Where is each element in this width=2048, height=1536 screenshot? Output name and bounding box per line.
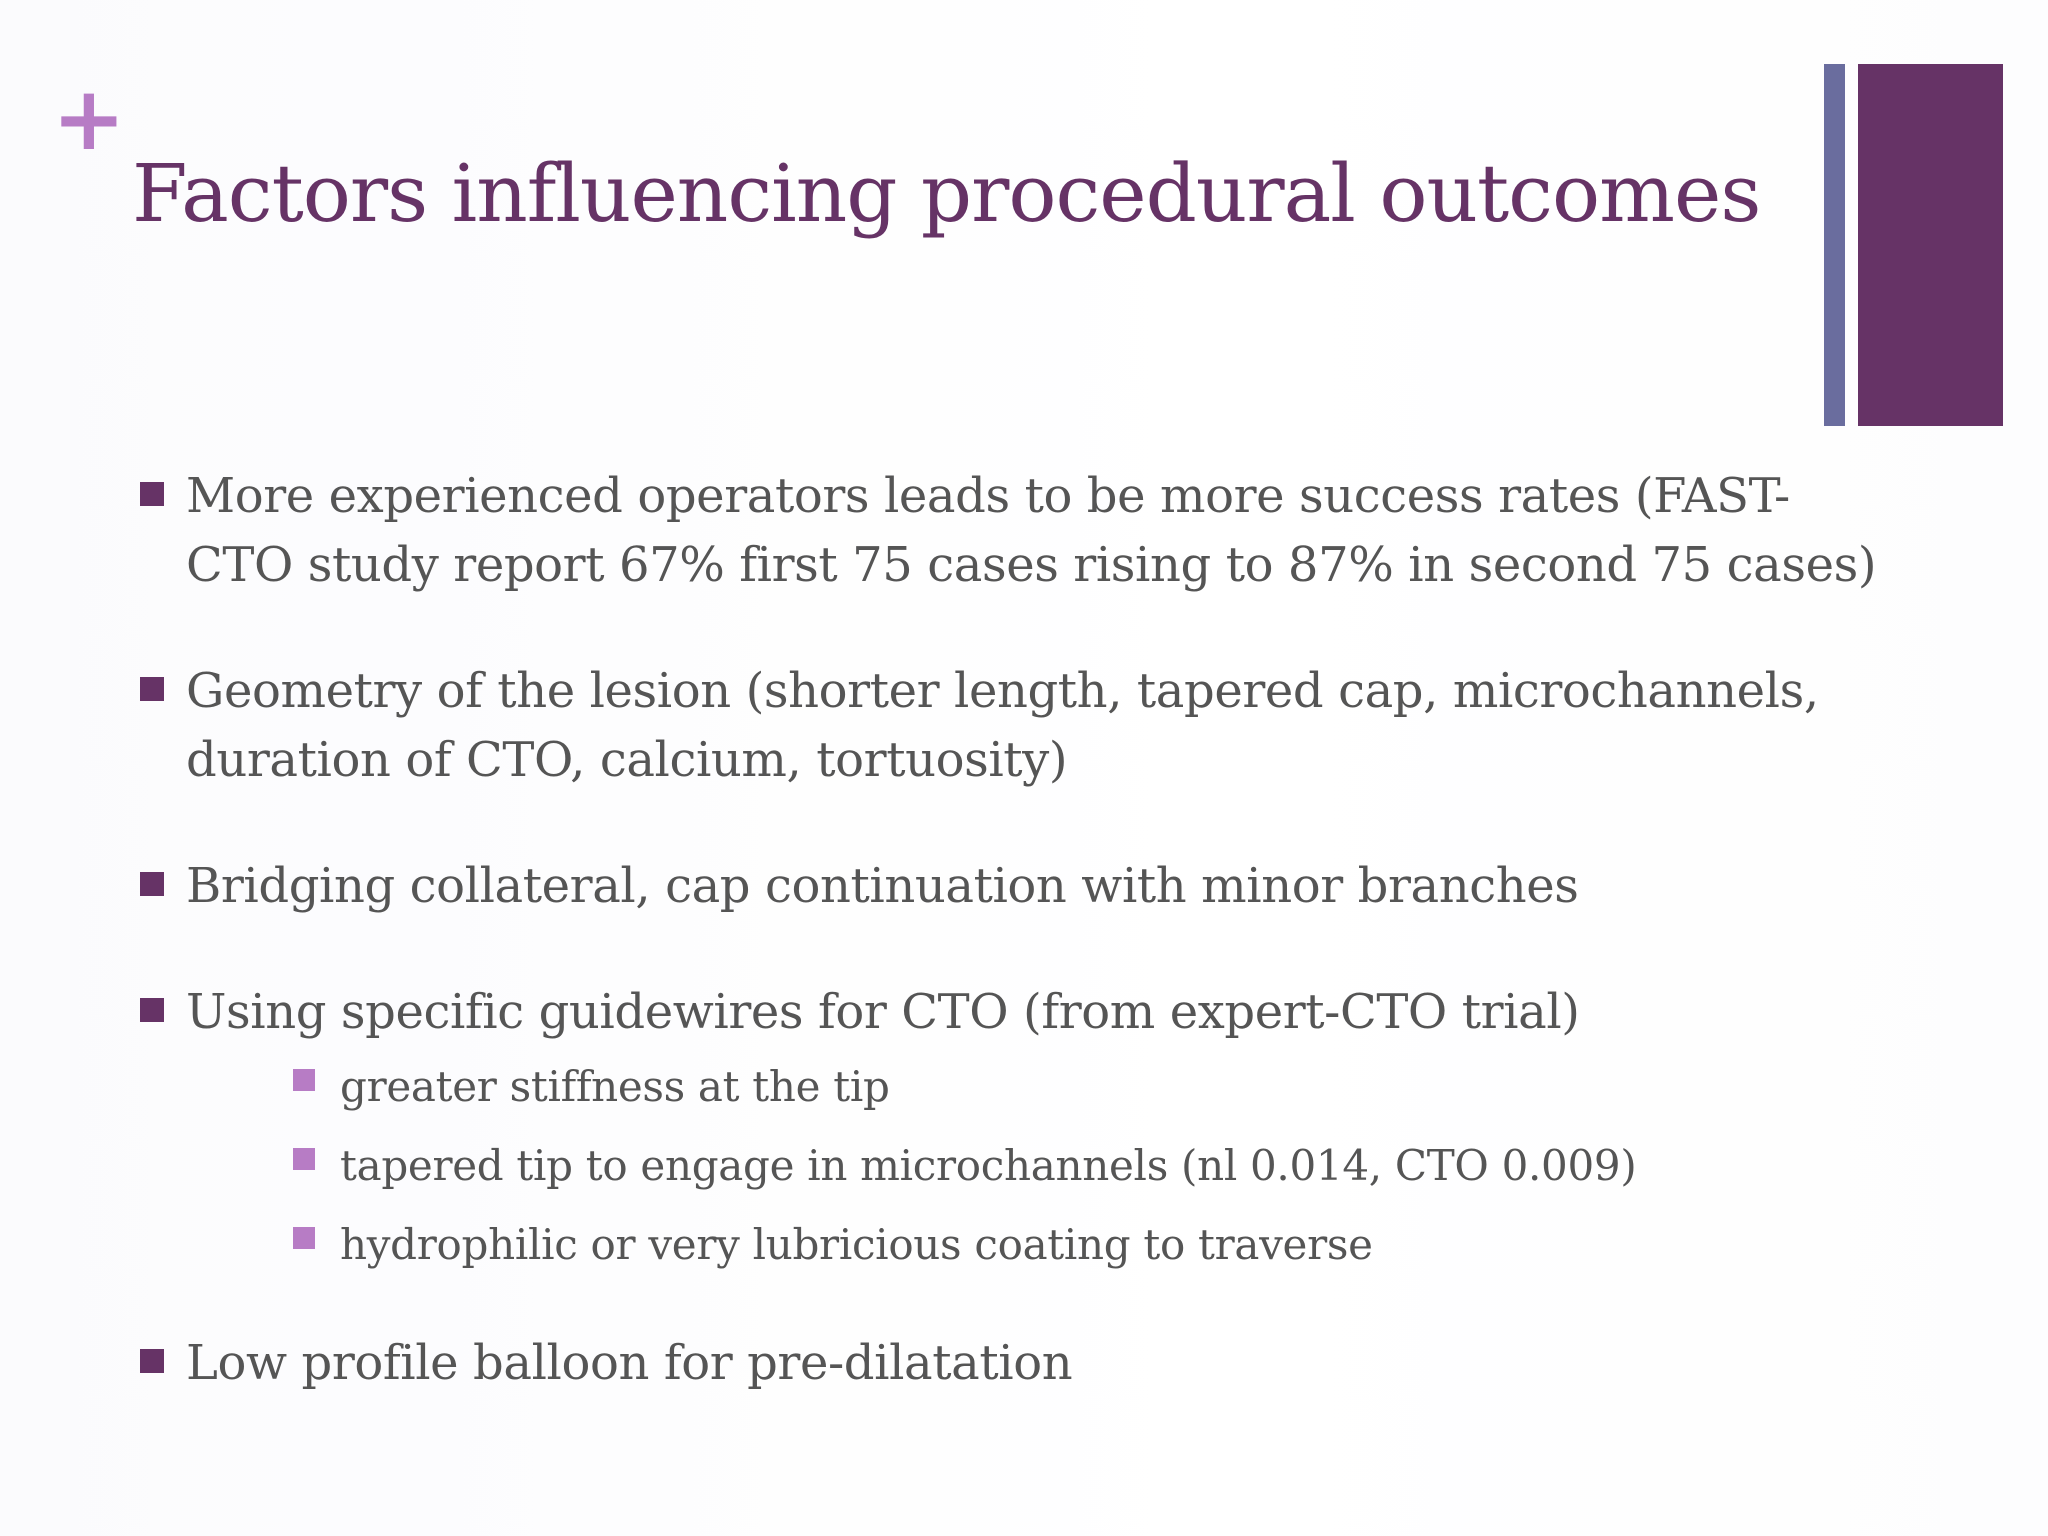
bullet-item [136, 657, 1896, 795]
bullet-item [136, 852, 1896, 921]
slide-title: Factors influencing procedural outcomes [132, 147, 1761, 240]
bullet-item [136, 978, 1896, 1047]
bullet-text: Geometry of the lesion (shorter length, tapered cap, microchannels, duration of CTO, calcium, tortuosity) [186, 663, 1819, 788]
square-bullet-icon [140, 872, 164, 896]
square-sub-bullet-icon [293, 1069, 315, 1091]
square-sub-bullet-icon [293, 1148, 315, 1170]
square-bullet-icon [140, 677, 164, 701]
bullet-text: Using specific guidewires for CTO (from expert-CTO trial) [186, 984, 1580, 1040]
bullet-item [136, 462, 1896, 600]
accent-bar-thin [1824, 64, 1845, 426]
accent-bar-thick [1858, 64, 2003, 426]
sub-bullet-item [136, 1047, 1896, 1126]
square-sub-bullet-icon [293, 1227, 315, 1249]
square-bullet-icon [140, 998, 164, 1022]
bullet-list [136, 462, 1896, 1398]
sub-bullet-item [136, 1205, 1896, 1284]
plus-icon: + [52, 67, 126, 170]
sub-bullet-text: hydrophilic or very lubricious coating to traverse [340, 1220, 1373, 1269]
bullet-text: Bridging collateral, cap continuation with minor branches [186, 858, 1579, 914]
sub-bullet-item [136, 1126, 1896, 1205]
bullet-text: More experienced operators leads to be more success rates (FAST-CTO study report 67% first 75 cases rising to 87% in second 75 cases) [186, 468, 1877, 593]
square-bullet-icon [140, 482, 164, 506]
bullet-item [136, 1329, 1896, 1398]
bullet-text: Low profile balloon for pre-dilatation [186, 1335, 1073, 1391]
sub-bullet-text: greater stiffness at the tip [340, 1062, 890, 1111]
square-bullet-icon [140, 1349, 164, 1373]
sub-bullet-text: tapered tip to engage in microchannels (nl 0.014, CTO 0.009) [340, 1141, 1637, 1190]
